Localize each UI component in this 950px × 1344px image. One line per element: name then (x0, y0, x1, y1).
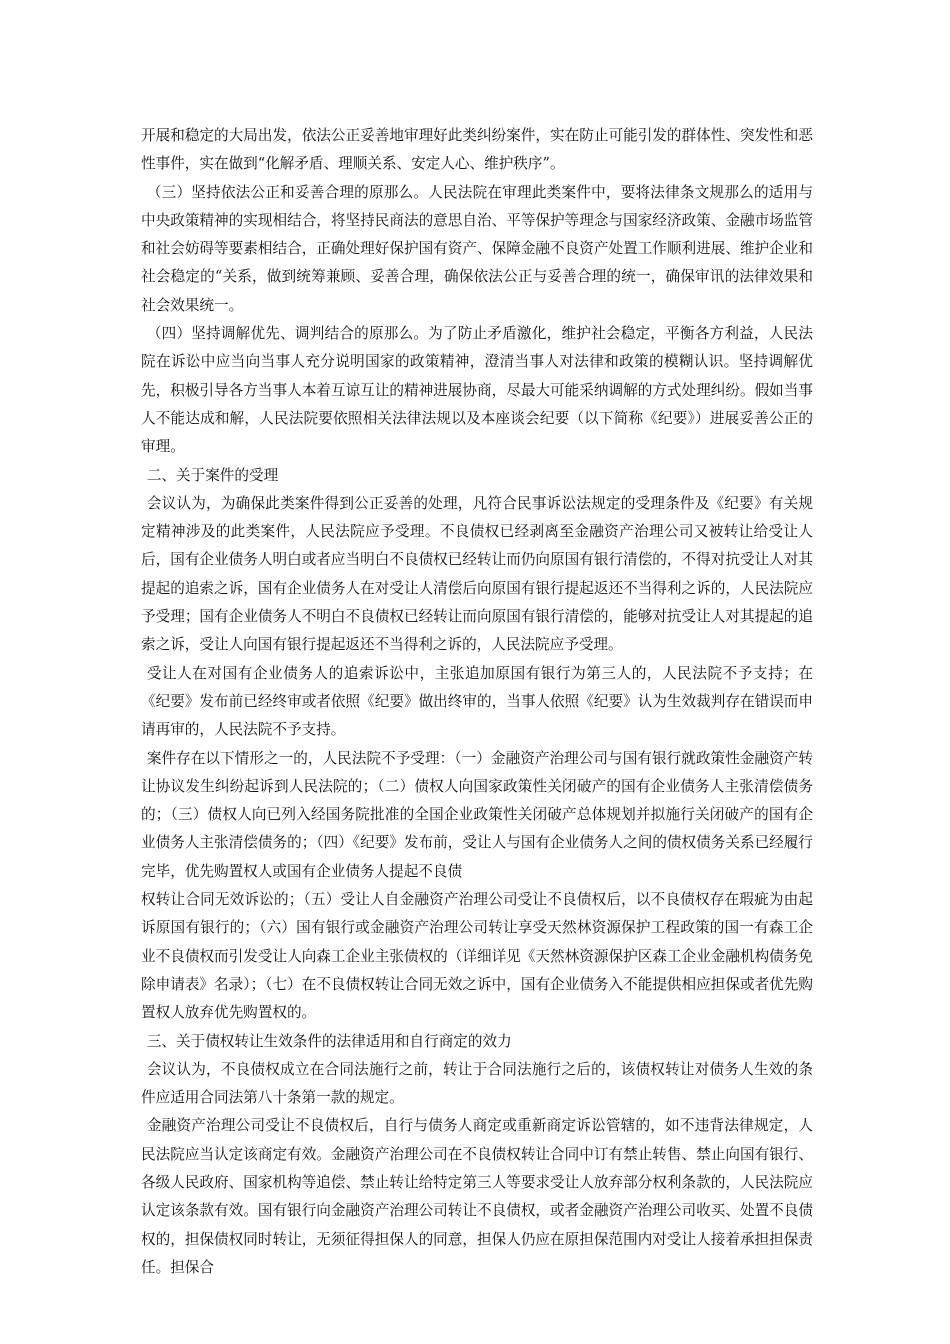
paragraph-1: 开展和稳定的大局出发，依法公正妥善地审理好此类纠纷案件，实在防止可能引发的群体性、突发性和恶性事件，实在做到“化解矛盾、理顺关系、安定人心、维护秩序”。 (141, 127, 813, 173)
paragraph-principle-4: （四）坚持调解优先、调判结合的原那么。为了防止矛盾激化，维护社会稳定，平衡各方利益，人民法院在诉讼中应当向当事人充分说明国家的政策精神，澄清当事人对法律和政策的模糊认识。坚持调解优先，积极引导各方当事人本着互谅互让的精神进展协商，尽最大可能采纳调解的方式处理纠纷。假如当事人不能达成和解，人民法院要依照相关法律法规以及本座谈会纪要（以下简称《纪要》）进展妥善公正的审理。 (141, 325, 813, 456)
paragraph-not-accepted-continued: 权转让合同无效诉讼的；（五）受让人自金融资产治理公司受让不良债权后，以不良债权存在瑕疵为由起诉原国有银行的；（六）国有银行或金融资产治理公司转让享受天然林资源保护工程政策的国一有森工企业不良债权而引发受让人向森工企业主张债权的（详细详见《天然林资源保护区森工企业金融机构债务免除申请表》名录）；（七）在不良债权转让合同无效之诉中，国有企业债务入不能提供相应担保或者优先购置权人放弃优先购置权的。 (141, 891, 813, 1022)
document-body (141, 122, 813, 1282)
paragraph-contract-law: 会议认为，不良债权成立在合同法施行之前，转让于合同法施行之后的，该债权转让对债务人生效的条件应适用合同法第八十条第一款的规定。 (141, 1060, 813, 1107)
paragraph-acceptance: 会议认为，为确保此类案件得到公正妥善的处理，凡符合民事诉讼法规定的受理条件及《纪要》有关规定精神涉及的此类案件，人民法院应予受理。不良债权已经剥离至金融资产治理公司又被转让给受让人后，国有企业债务人明白或者应当明白不良债权已经转让而仍向原国有银行清偿的，不得对抗受让人对其提起的追索之诉，国有企业债务人在对受让人清偿后向原国有银行提起返还不当得利之诉的，人民法院应予受理；国有企业债务人不明白不良债权已经转让而向原国有银行清偿的，能够对抗受让人对其提起的追索之诉，受让人向国有银行提起返还不当得利之诉的，人民法院应予受理。 (141, 494, 813, 654)
paragraph-not-accepted: 案件存在以下情形之一的，人民法院不予受理：（一）金融资产治理公司与国有银行就政策性金融资产转让协议发生纠纷起诉到人民法院的；（二）债权人向国家政策性关闭破产的国有企业债务人主张清偿债务的；（三）债权人向已列入经国务院批准的全国企业政策性关闭破产总体规划并拟施行关闭破产的国有企业债务人主张清偿债务的；（四）《纪要》发布前，受让人与国有企业债务人之间的债权债务关系已经履行完毕，优先购置权人或国有企业债务人提起不良债 (141, 749, 813, 880)
paragraph-agreement-validity: 金融资产治理公司受让不良债权后，自行与债务人商定或重新商定诉讼管辖的，如不违背法律规定，人民法院应当认定该商定有效。金融资产治理公司在不良债权转让合同中订有禁止转售、禁止向国有银行、各级人民政府、国家机构等追偿、禁止转让给特定第三人等要求受让人放弃部分权利条款的，人民法院应认定该条款有效。国有银行向金融资产治理公司转让不良债权，或者金融资产治理公司收买、处置不良债权的，担保债权同时转让，无须征得担保人的同意，担保人仍应在原担保范围内对受让人接着承担担保责任。担保合 (141, 1117, 813, 1276)
section-heading-2: 二、关于案件的受理 (146, 466, 279, 484)
paragraph-third-party: 受让人在对国有企业债务人的追索诉讼中，主张追加原国有银行为第三人的，人民法院不予支持；在《纪要》发布前已经终审或者依照《纪要》做出终审的，当事人依照《纪要》认为生效裁判存在错误而申请再审的，人民法院不予支持。 (141, 664, 813, 739)
paragraph-principle-3: （三）坚持依法公正和妥善合理的原那么。人民法院在审理此类案件中，要将法律条文规那么的适用与中央政策精神的实现相结合，将坚持民商法的意思自治、平等保护等理念与国家经济政策、金融市场监管和社会妨碍等要素相结合，正确处理好保护国有资产、保障金融不良资产处置工作顺利进展、维护企业和社会稳定的“关系，做到统筹兼顾、妥善合理，确保依法公正与妥善合理的统一，确保审讯的法律效果和社会效果统一。 (141, 183, 813, 314)
section-heading-3: 三、关于债权转让生效条件的法律适用和自行商定的效力 (146, 1032, 512, 1050)
